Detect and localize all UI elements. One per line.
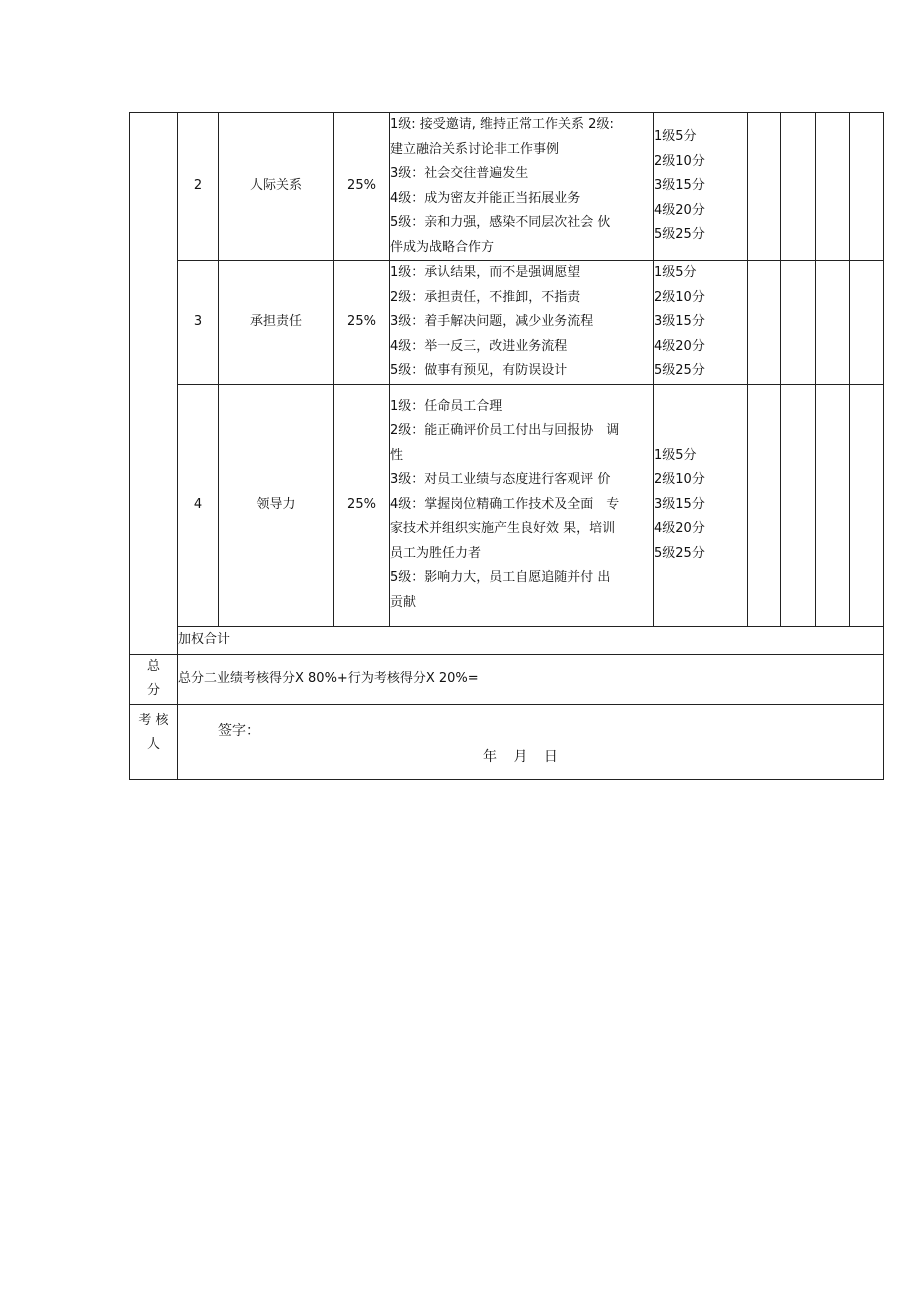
description-line: 1级：任命员工合理 [390,398,503,414]
row-number: 3 [178,261,219,385]
item-weight: 25% [334,384,390,626]
category-cell [130,113,178,655]
description-line: 性 [390,447,404,463]
score-line: 4级20分 [654,202,705,218]
score-line: 5级25分 [654,545,705,561]
reviewer-row [130,704,884,779]
blank-cell [781,384,816,626]
blank-cell [748,384,781,626]
description-line: 员工为胜任力者 [390,545,482,561]
score-line: 3级15分 [654,496,705,512]
description-line: 贡献 [390,594,417,610]
date-label: 年 月 日 [483,748,564,765]
description-line: 1级：承认结果，而不是强调愿望 [390,265,581,280]
score-line: 5级25分 [654,363,705,378]
weighted-total-label: 加权合计 [178,626,884,654]
score-line: 3级15分 [654,314,705,329]
score-line: 1级5分 [654,265,697,280]
score-line: 3级15分 [654,178,705,194]
score-line: 4级20分 [654,338,705,354]
level-descriptions [390,261,654,385]
reviewer-label-line: 人 [146,737,160,752]
table-row [130,113,884,261]
level-descriptions [390,113,654,261]
description-line: 家技术并组织实施产生良好效 果，培训 [390,521,616,537]
evaluation-table [129,112,884,780]
total-label [130,654,178,704]
description-line: 3级：社会交往普遍发生 [390,166,529,181]
description-line: 5级：做事有预见，有防误设计 [390,363,568,378]
item-weight: 25% [334,261,390,385]
item-name: 人际关系 [219,113,334,261]
score-line: 1级5分 [654,447,697,463]
score-line: 4级20分 [654,521,705,537]
blank-cell [850,384,884,626]
description-line: 4级：举一反三，改进业务流程 [390,338,568,354]
score-line: 2级10分 [654,153,705,169]
row-number: 4 [178,384,219,626]
table-row [130,261,884,385]
reviewer-label-line: 考 核 [138,712,169,728]
blank-cell [850,261,884,385]
total-row [130,654,884,704]
blank-cell [781,113,816,261]
row-number: 2 [178,113,219,261]
blank-cell [816,384,850,626]
total-label-line: 分 [146,683,160,698]
blank-cell [748,261,781,385]
level-scores [654,384,748,626]
description-line: 4级：成为密友并能正当拓展业务 [390,190,581,206]
description-line: 2级：能正确评价员工付出与回报协 调 [390,423,620,439]
description-line: 3级：对员工业绩与态度进行客观评 价 [390,472,611,488]
description-line: 3级：着手解决问题，减少业务流程 [390,314,594,329]
score-line: 2级10分 [654,472,705,488]
description-line: 伴成为战略合作方 [390,239,495,255]
total-formula: 总分二业绩考核得分X 80%+行为考核得分X 20%= [178,654,884,704]
score-line: 5级25分 [654,227,705,243]
blank-cell [816,113,850,261]
signature-cell [178,704,884,779]
level-scores [654,113,748,261]
item-name: 领导力 [219,384,334,626]
description-line: 4级：掌握岗位精确工作技术及全面 专 [390,496,620,512]
description-line: 建立融洽关系讨论非工作事例 [390,141,560,157]
reviewer-label [130,704,178,779]
level-scores [654,261,748,385]
total-label-line: 总 [146,658,160,674]
description-line: 2级：承担责任，不推卸，不指责 [390,289,581,305]
level-descriptions [390,384,654,626]
description-line: 1级: 接受邀请, 维持正常工作关系 2级: [390,117,614,132]
weighted-total-row [130,626,884,654]
item-weight: 25% [334,113,390,261]
table-row [130,384,884,626]
blank-cell [816,261,850,385]
signature-label: 签字： [218,722,260,739]
score-line: 2级10分 [654,289,705,305]
score-line: 1级5分 [654,129,697,145]
blank-cell [850,113,884,261]
item-name: 承担责任 [219,261,334,385]
blank-cell [781,261,816,385]
description-line: 5级：亲和力强，感染不同层次社会 伙 [390,215,611,230]
description-line: 5级：影响力大，员工自愿追随并付 出 [390,570,611,586]
blank-cell [748,113,781,261]
